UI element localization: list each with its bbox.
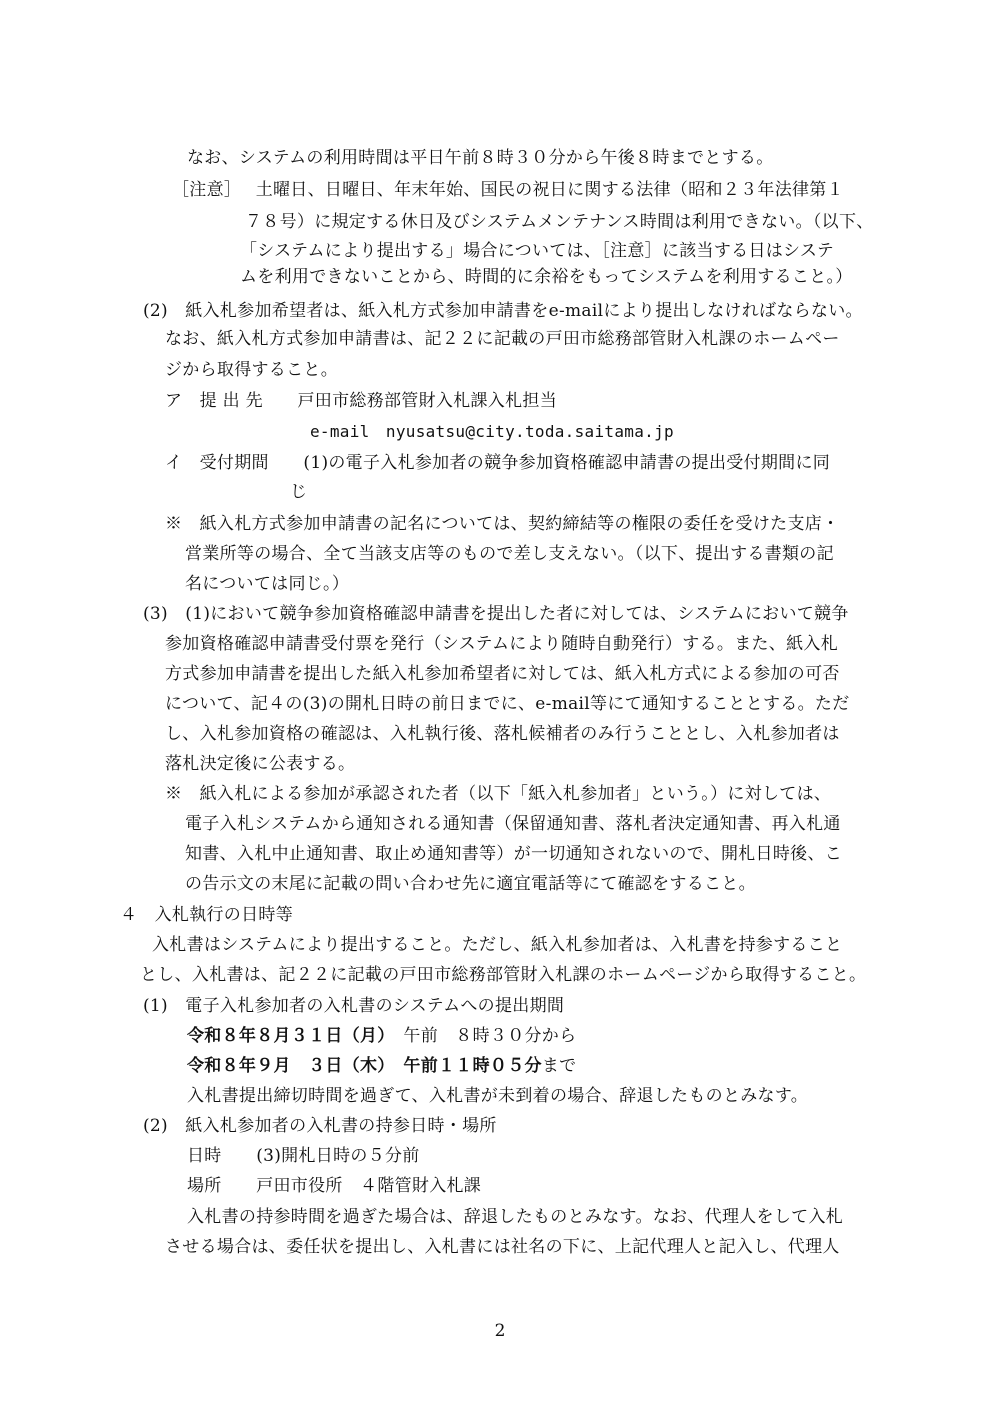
text-line: 入札書の持参時間を過ぎた場合は、辞退したものとみなす。なお、代理人をして入札 xyxy=(187,1207,844,1227)
text-line: なお、システムの利用時間は平日午前８時３０分から午後８時までとする。 xyxy=(187,148,774,168)
text-line: (2) 紙入札参加希望者は、紙入札方式参加申請書をe-mailにより提出しなければならない。 xyxy=(143,301,863,321)
period-end-line xyxy=(187,1055,576,1077)
text-line: 電子入札システムから通知される通知書（保留通知書、落札者決定通知書、再入札通 xyxy=(185,814,841,834)
text-line: ※ 紙入札方式参加申請書の記名については、契約締結等の権限の委任を受けた支店・ xyxy=(165,514,840,534)
text-line: ７８号）に規定する休日及びシステムメンテナンス時間は利用できない。（以下、 xyxy=(245,212,874,232)
text-line: とし、入札書は、記２２に記載の戸田市総務部管財入札課のホームページから取得すること。 xyxy=(140,965,867,985)
text-line: 「システムにより提出する」場合については、［注意］に該当する日はシステ xyxy=(240,241,835,261)
text-line: させる場合は、委任状を提出し、入札書には社名の下に、上記代理人と記入し、代理人 xyxy=(165,1237,840,1257)
text-line: (3) (1)において競争参加資格確認申請書を提出した者に対しては、システムにおいて競争 xyxy=(143,604,849,624)
text-line: (2) 紙入札参加者の入札書の持参日時・場所 xyxy=(143,1116,497,1136)
text-line: ア 提 出 先 戸田市総務部管財入札課入札担当 xyxy=(165,391,558,411)
text-line: イ 受付期間 (1)の電子入札参加者の競争参加資格確認申請書の提出受付期間に同 xyxy=(165,453,831,473)
text-line: 入札書はシステムにより提出すること。ただし、紙入札参加者は、入札書を持参すること xyxy=(152,935,843,955)
text-line: 名については同じ。） xyxy=(185,574,350,594)
period-start-time: 午前 ８時３０分から xyxy=(386,1026,577,1046)
text-line: 参加資格確認申請書受付票を発行（システムにより随時自動発行）する。また、紙入札 xyxy=(165,634,838,654)
text-line: 入札書提出締切時間を過ぎて、入札書が未到着の場合、辞退したものとみなす。 xyxy=(187,1086,809,1106)
period-end-suffix: まで xyxy=(541,1056,577,1076)
text-line: 営業所等の場合、全て当該支店等のもので差し支えない。（以下、提出する書類の記 xyxy=(185,544,834,564)
text-line: 日時 (3)開札日時の５分前 xyxy=(187,1146,420,1166)
period-start-line xyxy=(187,1025,576,1047)
text-line: ［注意］ 土曜日、日曜日、年末年始、国民の祝日に関する法律（昭和２３年法律第１ xyxy=(172,180,844,200)
text-line: じ xyxy=(290,482,308,502)
text-line: し、入札参加資格の確認は、入札執行後、落札候補者のみ行うこととし、入札参加者は xyxy=(165,724,840,744)
text-line: なお、紙入札方式参加申請書は、記２２に記載の戸田市総務部管財入札課のホームペー xyxy=(165,329,840,349)
period-end-datetime: 令和８年９月 ３日（木） 午前１１時０５分 xyxy=(187,1056,542,1076)
section-heading: ４ 入札執行の日時等 xyxy=(120,905,293,925)
text-line: ムを利用できないことから、時間的に余裕をもってシステムを利用すること。） xyxy=(240,267,853,287)
text-line: 落札決定後に公表する。 xyxy=(165,754,356,774)
text-line: ジから取得すること。 xyxy=(165,360,338,380)
text-line: ※ 紙入札による参加が承認された者（以下「紙入札参加者」という。）に対しては、 xyxy=(165,784,832,804)
text-line: 知書、入札中止通知書、取止め通知書等）が一切通知されないので、開札日時後、こ xyxy=(185,844,843,864)
text-line: 方式参加申請書を提出した紙入札参加希望者に対しては、紙入札方式による参加の可否 xyxy=(165,664,840,684)
text-line: 場所 戸田市役所 ４階管財入札課 xyxy=(187,1176,482,1196)
text-line: (1) 電子入札参加者の入札書のシステムへの提出期間 xyxy=(143,996,565,1016)
email-address: e-mail nyusatsu@city.toda.saitama.jp xyxy=(310,422,674,441)
text-line: について、記４の(3)の開札日時の前日までに、e-mail等にて通知することとする。ただ xyxy=(165,694,850,714)
text-line: の告示文の末尾に記載の問い合わせ先に適宜電話等にて確認をすること。 xyxy=(185,874,756,894)
period-start-date: 令和８年８月３１日（月） xyxy=(187,1026,387,1046)
page-number: 2 xyxy=(494,1321,506,1341)
